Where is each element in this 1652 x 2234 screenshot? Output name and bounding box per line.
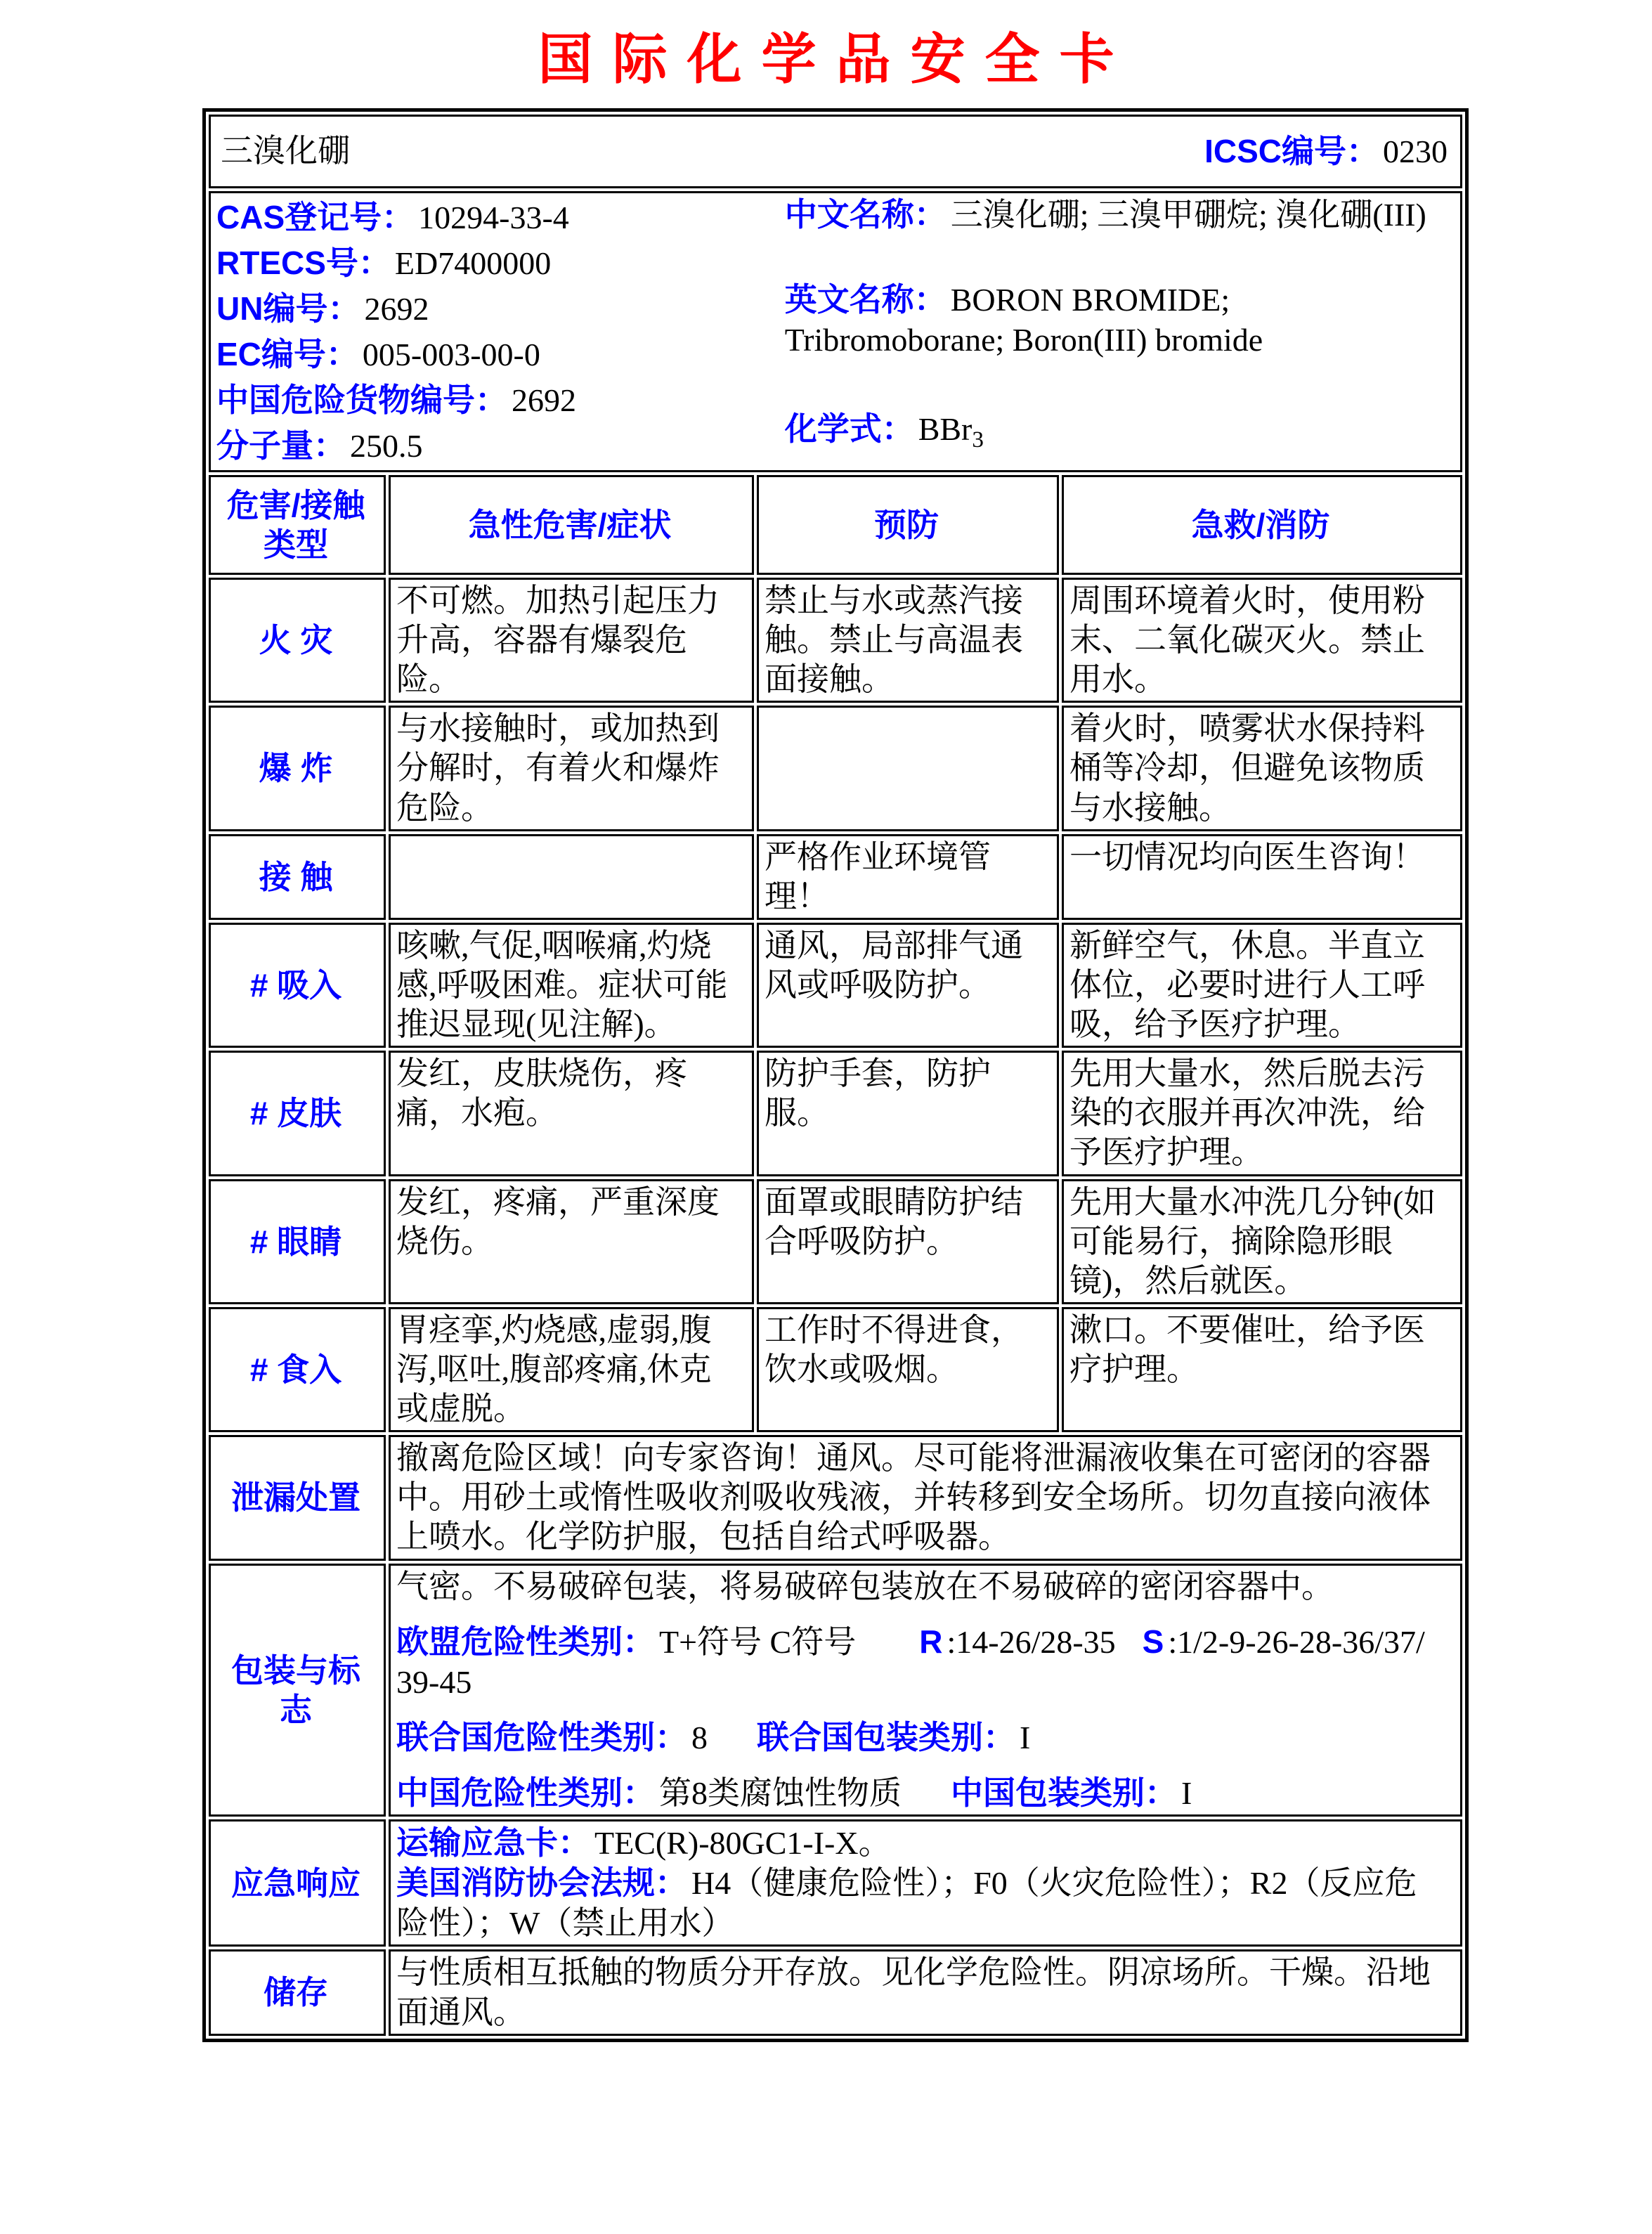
storage-text: 与性质相互抵触的物质分开存放。见化学危险性。阴凉场所。干燥。沿地面通风。 [389, 1949, 1462, 2035]
china-dangerous-goods-number: 中国危险货物编号： 2692 [216, 382, 576, 418]
exposure-firstaid: 一切情况均向医生咨询！ [1062, 834, 1462, 920]
nfpa-code-line: 美国消防协会法规： H4（健康危险性）；F0（火灾危险性）；R2（反应危险性）；W（禁止用水） [396, 1864, 1417, 1942]
un-number: UN编号： 2692 [216, 290, 429, 327]
response-content [389, 1819, 1462, 1947]
rtecs-number: RTECS号： ED7400000 [216, 245, 552, 281]
header-firstaid-firefighting: 急救/消防 [1062, 475, 1462, 575]
un-classification-line: 联合国危险性类别： 8 联合国包装类别： I [396, 1718, 1031, 1755]
registry-numbers [216, 195, 785, 469]
exposure-prevention: 严格作业环境管理！ [757, 834, 1059, 920]
names-block [785, 195, 1452, 469]
fire-firstaid: 周围环境着火时，使用粉末、二氧化碳灭火。禁止用水。 [1062, 578, 1462, 703]
packaging-content [389, 1564, 1462, 1817]
row-spill-disposal [209, 1435, 1462, 1560]
spill-text: 撤离危险区域！向专家咨询！通风。尽可能将泄漏液收集在可密闭的容器中。用砂土或惰性吸收剂吸收残液，并转移到安全场所。切勿直接向液体上喷水。化学防护服，包括自给式呼吸器。 [389, 1435, 1462, 1560]
packaging-label: 包装与标志 [209, 1564, 386, 1817]
row-emergency-response [209, 1819, 1462, 1947]
table-header-row [209, 475, 1462, 575]
inhalation-prevention: 通风，局部排气通风或呼吸防护。 [757, 923, 1059, 1048]
packaging-line1: 气密。不易破碎包装，将易破碎包装放在不易破碎的密闭容器中。 [396, 1568, 1334, 1604]
explosion-firstaid: 着火时，喷雾状水保持料桶等冷却，但避免该物质与水接触。 [1062, 706, 1462, 831]
english-names: 英文名称： BORON BROMIDE; Tribromoborane; Boron(III) bromide [784, 281, 1263, 358]
skin-firstaid: 先用大量水，然后脱去污染的衣服并再次冲洗，给予医疗护理。 [1062, 1051, 1462, 1176]
eyes-label: # 眼睛 [209, 1179, 386, 1304]
ingestion-label: # 食入 [209, 1307, 386, 1432]
substance-name: 三溴化硼 [221, 133, 350, 169]
row-eyes [209, 1179, 1462, 1304]
inhalation-symptoms: 咳嗽,气促,咽喉痛,灼烧感,呼吸困难。症状可能推迟显现(见注解)。 [389, 923, 754, 1048]
skin-label: # 皮肤 [209, 1051, 386, 1176]
substance-header-cell [209, 115, 1462, 188]
fire-label: 火 灾 [209, 578, 386, 703]
storage-label: 储存 [209, 1949, 386, 2035]
header-prevention: 预防 [757, 475, 1059, 575]
fire-symptoms: 不可燃。加热引起压力升高，容器有爆裂危险。 [389, 578, 754, 703]
chemical-formula: 化学式： BBr$_3$ [784, 410, 984, 453]
row-explosion [209, 706, 1462, 831]
chinese-names: 中文名称： 三溴化硼; 三溴甲硼烷; 溴化硼(III) [784, 196, 1426, 233]
exposure-label: 接 触 [209, 834, 386, 920]
row-storage [209, 1949, 1462, 2035]
skin-symptoms: 发红，皮肤烧伤，疼痛，水疱。 [389, 1051, 754, 1176]
row-ingestion [209, 1307, 1462, 1432]
row-inhalation [209, 923, 1462, 1048]
response-label: 应急响应 [209, 1819, 386, 1947]
eyes-prevention: 面罩或眼睛防护结合呼吸防护。 [757, 1179, 1059, 1304]
ingestion-symptoms: 胃痉挛,灼烧感,虚弱,腹泻,呕吐,腹部疼痛,休克或虚脱。 [389, 1307, 754, 1432]
safety-card-table [202, 108, 1469, 2042]
identifiers-cell [209, 191, 1462, 472]
ingestion-prevention: 工作时不得进食，饮水或吸烟。 [757, 1307, 1059, 1432]
identifiers-row [209, 191, 1462, 472]
substance-header-row [209, 115, 1462, 188]
ec-number: EC编号： 005-003-00-0 [216, 336, 540, 372]
spill-label: 泄漏处置 [209, 1435, 386, 1560]
eu-classification-line: 欧盟危险性类别： T+符号 C符号 R :14-26/28-35 S :1/2-9-26-28-36/37/39-45 [396, 1623, 1425, 1700]
row-packaging-labelling [209, 1564, 1462, 1817]
row-skin [209, 1051, 1462, 1176]
icsc-number [1204, 131, 1448, 171]
row-fire [209, 578, 1462, 703]
explosion-symptoms: 与水接触时，或加热到分解时，有着火和爆炸危险。 [389, 706, 754, 831]
exposure-symptoms [389, 834, 754, 920]
fire-prevention: 禁止与水或蒸汽接触。禁止与高温表面接触。 [757, 578, 1059, 703]
icsc-value: 0230 [1383, 133, 1448, 169]
icsc-label: ICSC编号： [1204, 132, 1379, 169]
page-title: 国际化学品安全卡 [538, 28, 1134, 90]
cas-number: CAS登记号： 10294-33-4 [216, 199, 569, 235]
explosion-label: 爆 炸 [209, 706, 386, 831]
row-exposure [209, 834, 1462, 920]
china-classification-line: 中国危险性类别： 第8类腐蚀性物质 中国包装类别： I [396, 1774, 1192, 1811]
inhalation-label: # 吸入 [209, 923, 386, 1048]
explosion-prevention [757, 706, 1059, 831]
inhalation-firstaid: 新鲜空气，休息。半直立体位，必要时进行人工呼吸，给予医疗护理。 [1062, 923, 1462, 1048]
molecular-weight: 分子量： 250.5 [216, 427, 423, 464]
eyes-symptoms: 发红，疼痛，严重深度烧伤。 [389, 1179, 754, 1304]
header-hazard-type: 危害/接触 类型 [209, 475, 386, 575]
skin-prevention: 防护手套，防护服。 [757, 1051, 1059, 1176]
header-acute-hazards: 急性危害/症状 [389, 475, 754, 575]
ingestion-firstaid: 漱口。不要催吐，给予医疗护理。 [1062, 1307, 1462, 1432]
eyes-firstaid: 先用大量水冲洗几分钟(如可能易行，摘除隐形眼镜)，然后就医。 [1062, 1179, 1462, 1304]
transport-emergency-card-line: 运输应急卡： TEC(R)-80GC1-I-X。 [396, 1824, 891, 1862]
